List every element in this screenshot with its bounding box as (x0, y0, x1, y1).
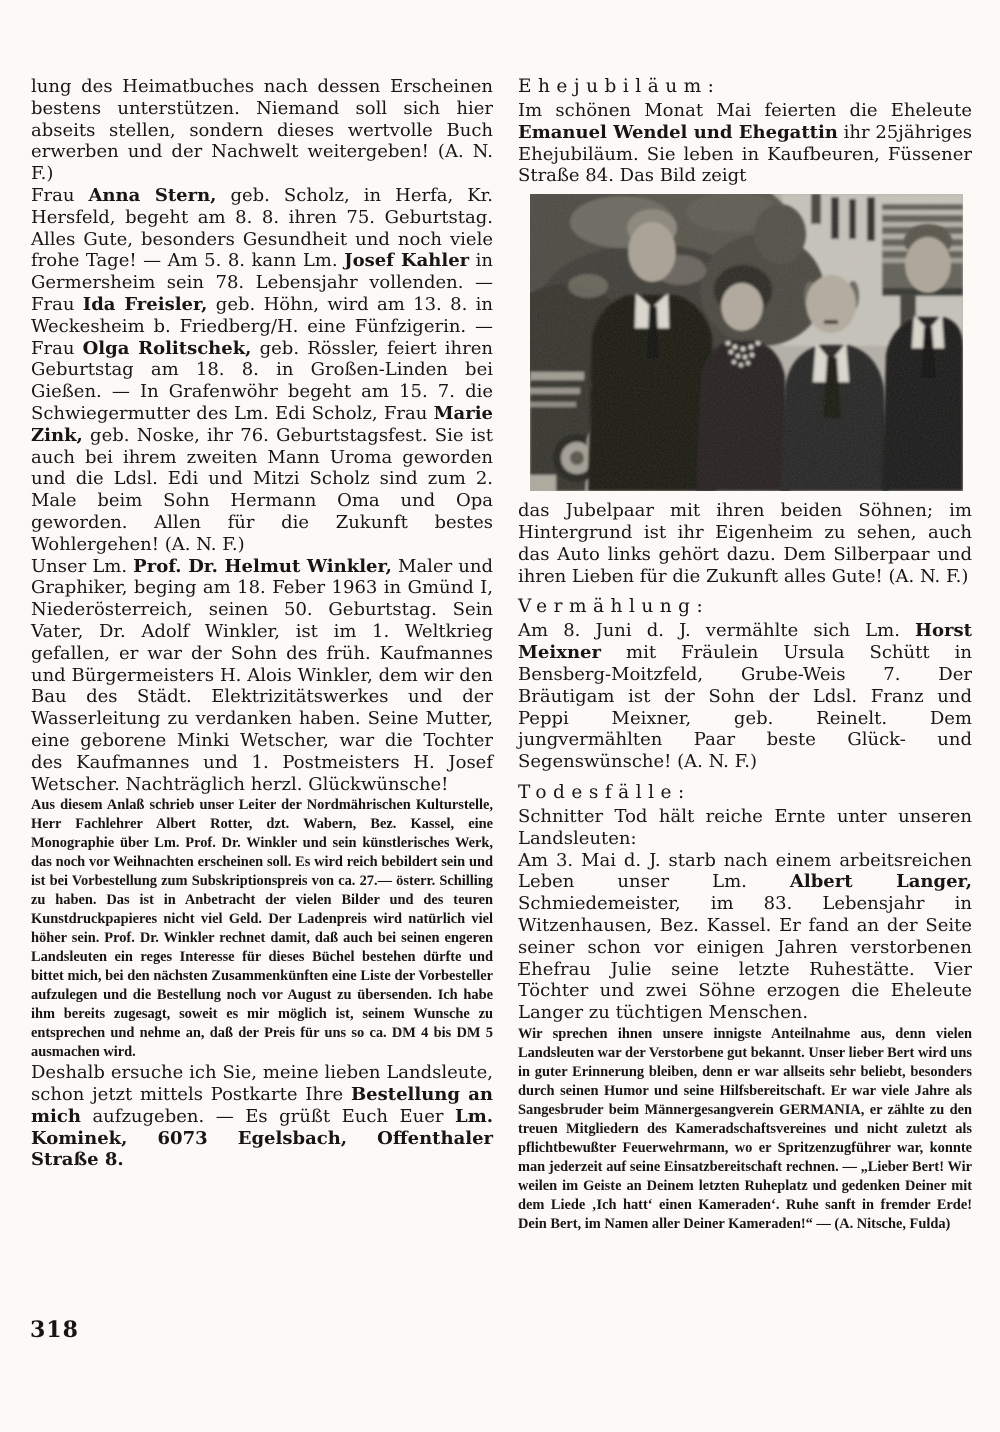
right-column (518, 76, 972, 1234)
left-column (31, 76, 493, 1234)
langer-obituary-paragraph: Am 3. Mai d. J. starb nach einem arbeitsreichen Leben unser Lm. Albert Langer, Schmiedemeister, im 83. Lebensjahr in Witzenhausen, Bez. Kassel. Er fand an der Seite seiner schon vor einigen Jahren verstorbenen Ehefrau Julie seine letzte Ruhestätte. Vier Töchter und zwei Söhne erzogen die Eheleute Langer zu tüchtigen Menschen. (518, 849, 972, 1024)
winkler-birthday-paragraph: Unser Lm. Prof. Dr. Helmut Winkler, Maler und Graphiker, beging am 18. Feber 1963 in Gmünd I, Niederösterreich, seinen 50. Geburtstag. Sein Vater, Dr. Adolf Winkler, ist im 1. Weltkrieg gefallen, er war der Sohn des früh. Kaufmannes und Bürgermeisters H. Alois Winkler, dem wir den Bau des Städt. Elektrizitätswerkes und der Wasserleitung zu verdanken haben. Seine Mutter, eine geborene Minki Wetscher, war die Tochter des Kaufmannes und 1. Postmeisters H. Josef Wetscher. Nachträglich herzl. Glückwünsche! (31, 555, 493, 795)
page-number: 318 (30, 1317, 79, 1343)
deaths-intro-paragraph: Schnitter Tod hält reiche Ernte unter unseren Landsleuten: (518, 805, 972, 849)
deaths-heading: Todesfälle: (518, 781, 691, 803)
heimatbuch-continuation-paragraph: lung des Heimatbuches nach dessen Erscheinen bestens unterstützen. Niemand soll sich hier abseits stellen, sondern dieses wertvolle Buch erwerben und der Nachwelt weitergeben! (A. N. F.) (31, 76, 493, 185)
condolence-note-paragraph: Wir sprechen ihnen unsere innigste Anteilnahme aus, denn vielen Landsleuten war der Verstorbene gut bekannt. Unser lieber Bert wird uns in guter Erinnerung bleiben, denn er war allseits sehr beliebt, besonders durch seinen Humor und seine Hilfsbereitschaft. Er war viele Jahre als Sangesbruder beim Männergesangverein GERMANIA, er zählte zu den treuen Mitgliedern des Kameradschaftsvereines und nicht zuletzt als pflichtbewußter Feuerwehrmann, wo er Spritzenzugführer war, konnte man jederzeit auf seine Einsatzbereitschaft rechnen. — „Lieber Bert! Wir weilen im Geiste an Deinem letzten Ruheplatz und gedenken Deiner mit dem Liede ‚Ich hatt‘ einen Kameraden‘. Ruhe sanft in fremder Erde! Dein Bert, im Namen aller Deiner Kameraden!“ — (A. Nitsche, Fulda) (518, 1025, 972, 1232)
wedding-announcement-paragraph: Am 8. Juni d. J. vermählte sich Lm. Horst Meixner mit Fräulein Ursula Schütt in Bensberg-Moitzfeld, Grube-Weis 7. Der Bräutigam ist der Sohn der Ldsl. Franz und Peppi Meixner, geb. Reinelt. Dem jungvermählten Paar beste Glück- und Segenswünsche! (A. N. F.) (518, 620, 972, 773)
anniversary-heading: Ehejubiläum: (518, 76, 721, 97)
anniversary-caption-paragraph: das Jubelpaar mit ihren beiden Söhnen; im Hintergrund ist ihr Eigenheim zu sehen, auch das Auto links gehört dazu. Dem Silberpaar und ihren Lieben für die Zukunft alles Gute! (A. N. F.) (518, 500, 972, 587)
wedding-heading: Vermählung: (518, 596, 710, 618)
order-request-paragraph: Deshalb ersuche ich Sie, meine lieben Landsleute, schon jetzt mittels Postkarte Ihre Bestellung an mich aufzugeben. — Es grüßt Euch Euer Lm. Kominek, 6073 Egelsbach, Offenthaler Straße 8. (31, 1062, 493, 1171)
photo-grain-overlay (530, 194, 963, 491)
monograph-note-paragraph: Aus diesem Anlaß schrieb unser Leiter der Nordmährischen Kulturstelle, Herr Fachlehrer Albert Rotter, dzt. Wabern, Bez. Kassel, eine Monographie über Lm. Prof. Dr. Winkler und sein künstlerisches Werk, das noch vor Weihnachten erscheinen soll. Es wird reich bebildert sein und ist bei Vorbestellung zum Subskriptionspreis von ca. 27.— österr. Schilling zu haben. Das ist in Anbetracht der vielen Bilder und des teuren Kunstdruckpapieres nicht viel Geld. Der Ladenpreis wird natürlich viel höher sein. Prof. Dr. Winkler rechnet damit, daß auch bei seinen engeren Landsleuten ein reges Interesse für dieses Büchel bestehen dürfte und bittet mich, bei den nächsten Zusammenkünften eine Liste der Vorbesteller aufzulegen und die Bestellung noch vor August zu übersenden. Ich habe ihm bereits zugesagt, soweit es mir möglich ist, seinem Wunsche zu entsprechen und nehme an, daß der Preis für uns so ca. DM 4 bis DM 5 ausmachen wird. (31, 797, 493, 1061)
anniversary-family-photo (530, 194, 963, 491)
anniversary-intro-paragraph: Im schönen Monat Mai feierten die Eheleute Emanuel Wendel und Ehegattin ihr 25jähriges Ehejubiläum. Sie leben in Kaufbeuren, Füssener Straße 84. Das Bild zeigt (518, 100, 972, 187)
birthday-announcements-paragraph: Frau Anna Stern, geb. Scholz, in Herfa, Kr. Hersfeld, begeht am 8. 8. ihren 75. Geburtstag. Alles Gute, besonders Gesundheit und noch viele frohe Tage! — Am 5. 8. kann Lm. Josef Kahler in Germersheim sein 78. Lebensjahr vollenden. — Frau Ida Freisler, geb. Höhn, wird am 13. 8. in Weckesheim b. Friedberg/H. eine Fünfzigerin. — Frau Olga Rolitschek, geb. Rössler, feiert ihren Geburtstag am 18. 8. in Großen-Linden bei Gießen. — In Grafenwöhr begeht am 15. 7. die Schwiegermutter des Lm. Edi Scholz, Frau Marie Zink, geb. Noske, ihr 76. Geburtstagsfest. Sie ist auch bei ihrem zweiten Mann Uroma geworden und die Ldsl. Edi und Mitzi Scholz sind zum 2. Male beim Sohn Hermann Oma und Opa geworden. Allen für die Zukunft bestes Wohlergehen! (A. N. F.) (31, 184, 494, 555)
